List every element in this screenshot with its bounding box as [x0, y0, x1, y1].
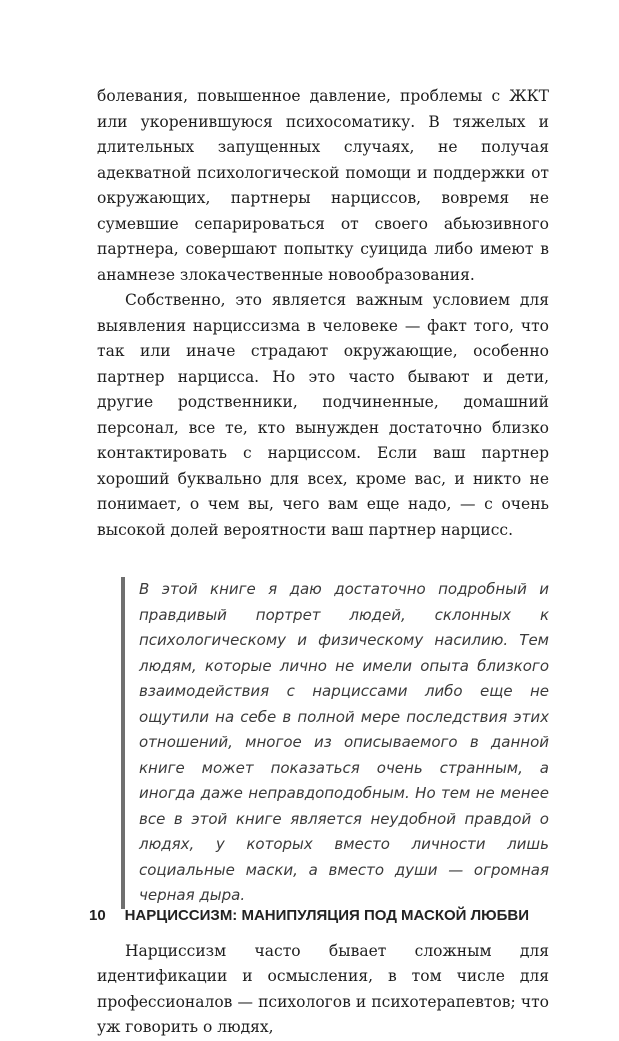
callout-text: В этой книге я даю достаточно подробный и правдивый портрет людей, склонных к психологическому и физическому насилию. Тем людям, которые лично не имели опыта близкого взаимодействия с нарциссами либо еще не ощутили на себе в полной мере последствия этих отношений, многое из описываемого в данной книге может показаться очень странным, а иногда даже неправдоподобным. Но тем не менее все в этой книге является неудобной правдой о людях, у которых вместо личности лишь социальные маски, а вместо души — огромная черная дыра. — [139, 580, 549, 904]
running-title: НАРЦИССИЗМ: МАНИПУЛЯЦИЯ ПОД МАСКОЙ ЛЮБВИ — [124, 907, 529, 924]
body-paragraph: Собственно, это является важным условием для выявления нарциссизма в человеке — факт того, что так или иначе страдают окружающие, особенно партнер нарцисса. Но это часто бывают и дети, другие родственники, подчиненные, домашний персонал, все те, кто вынужден достаточно близко контактировать с нарциссом. Если ваш партнер хороший буквально для всех, кроме вас, и никто не понимает, о чем вы, чего вам еще надо, — с очень высокой долей вероятности ваш партнер нарцисс. — [97, 291, 549, 539]
page-footer — [89, 907, 529, 924]
page-number: 10 — [89, 907, 106, 924]
body-paragraph: Нарциссизм часто бывает сложным для идентификации и осмысления, в том числе для профессионалов — психологов и психотерапевтов; что уж говорить о людях, — [97, 941, 549, 1036]
callout-quote — [121, 577, 549, 909]
body-paragraph: болевания, повышенное давление, проблемы с ЖКТ или укоренившуюся психосоматику. В тяжелых и длительных запущенных случаях, не получая адекватной психологической помощи и поддержки от окружающих, партнеры нарциссов, вовремя не сумевшие сепарироваться от своего абьюзивного партнера, совершают попытку суицида либо имеют в анамнезе злокачественные новообразования. — [97, 87, 549, 284]
page-content — [97, 84, 549, 1041]
